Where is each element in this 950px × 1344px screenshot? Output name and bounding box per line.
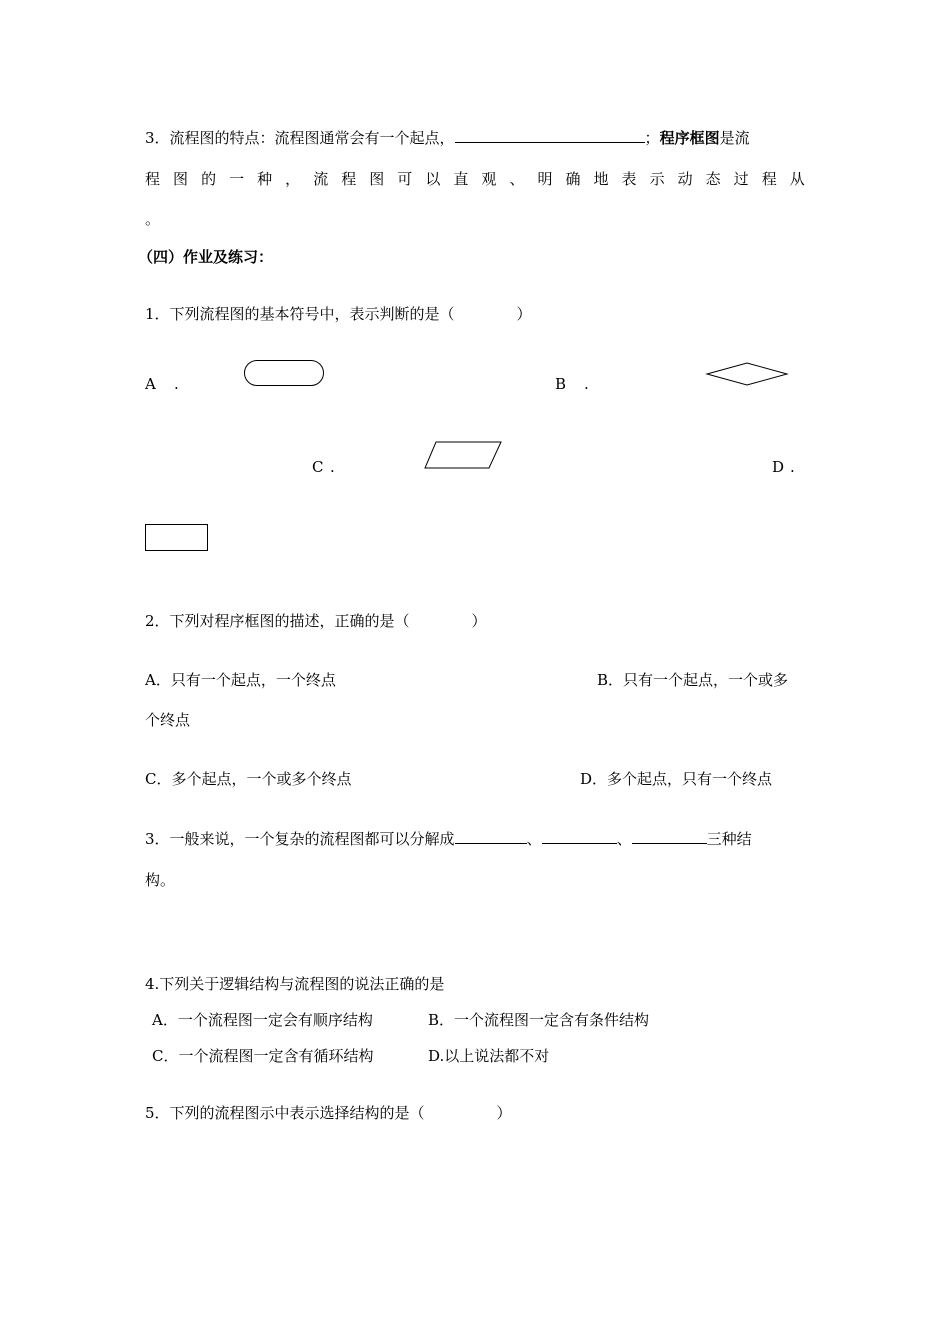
sec3-line2-char: 一	[229, 170, 245, 188]
q5-close: ）	[496, 1104, 512, 1122]
sec3-line2-char: 程	[145, 170, 161, 188]
q3-blank-3[interactable]	[632, 829, 707, 844]
q5-stem: 5．下列的流程图示中表示选择结构的是（	[145, 1104, 425, 1122]
q4-option-b: B．一个流程图一定含有条件结构	[428, 1011, 650, 1029]
sec3-line2-char: 过	[733, 170, 749, 188]
sec3-line2-char: 动	[677, 170, 693, 188]
q3-stem: 3．一般来说，一个复杂的流程图都可以分解成	[145, 830, 455, 848]
q4-option-a: A．一个流程图一定会有顺序结构	[152, 1011, 373, 1029]
q4-option-c: C．一个流程图一定含有循环结构	[152, 1047, 374, 1065]
sec3-line2-char: 种	[257, 170, 273, 188]
q2-close: ）	[471, 612, 487, 630]
q3-suffix: 三种结	[706, 830, 752, 848]
q1-close: ）	[516, 305, 532, 323]
sec3-line2-char: 程	[761, 170, 777, 188]
sec3-line2-char: 的	[201, 170, 217, 188]
process-symbol-icon	[145, 524, 208, 551]
sec3-line2-char: 图	[173, 170, 189, 188]
q3-blank-2[interactable]	[542, 829, 617, 844]
q1-label-b: B	[555, 375, 567, 393]
sec3-line2-char: 确	[565, 170, 581, 188]
q3-sep-2: 、	[616, 830, 632, 848]
sec3-line2-char: 表	[621, 170, 637, 188]
sec3-line2-char: 从	[789, 170, 805, 188]
q4-option-d: D.以上说法都不对	[428, 1047, 550, 1065]
sec3-line2-char: 图	[369, 170, 385, 188]
q1-label-d: D	[772, 458, 785, 476]
homework-heading: （四）作业及练习：	[138, 248, 274, 266]
q3-line1	[145, 829, 752, 848]
q2-option-a: A．只有一个起点，一个终点	[145, 671, 336, 689]
q1-label-a-dot: .	[174, 375, 179, 393]
q3-line2: 构。	[145, 871, 176, 889]
sec3-line1-prefix: 3．流程图的特点：流程图通常会有一个起点，	[145, 129, 455, 147]
q1-stem-line	[145, 305, 532, 323]
sec3-line3: 。	[145, 210, 161, 228]
terminal-symbol-icon	[244, 360, 324, 386]
q2-option-b: B．只有一个起点，一个或多	[597, 671, 789, 689]
sec3-line2-char: 、	[509, 170, 525, 188]
sec3-line2-char: 地	[593, 170, 609, 188]
q1-label-a: A	[145, 375, 156, 393]
sec3-line2-char: 以	[425, 170, 441, 188]
q2-stem-line	[145, 612, 487, 630]
sec3-line2-char: ，	[285, 170, 301, 188]
sec3-line2-char: 态	[705, 170, 721, 188]
sec3-line2	[145, 170, 805, 188]
q5-stem-line	[145, 1104, 512, 1122]
sec3-bold-term: 程序框图	[659, 129, 720, 147]
sec3-line2-char: 示	[649, 170, 665, 188]
q2-option-c: C．多个起点，一个或多个终点	[145, 770, 352, 788]
q2-option-d: D．多个起点，只有一个终点	[580, 770, 773, 788]
q1-stem: 1．下列流程图的基本符号中，表示判断的是（	[145, 305, 455, 323]
q1-label-c: C	[312, 458, 324, 476]
q1-label-b-dot: .	[584, 375, 589, 393]
sec3-line2-char: 流	[313, 170, 329, 188]
q1-label-c-dot: .	[330, 458, 335, 476]
q2-option-b-cont: 个终点	[145, 711, 191, 729]
sec3-line2-char: 直	[453, 170, 469, 188]
q2-stem: 2．下列对程序框图的描述，正确的是（	[145, 612, 410, 630]
io-symbol-icon	[424, 441, 502, 469]
sec3-line2-char: 可	[397, 170, 413, 188]
sec3-line1-sep: ；	[644, 129, 660, 147]
sec3-blank[interactable]	[455, 128, 645, 143]
sec3-line1	[145, 128, 750, 147]
sec3-line1-suffix: 是流	[719, 129, 750, 147]
sec3-line2-char: 明	[537, 170, 553, 188]
sec3-line2-char: 程	[341, 170, 357, 188]
q3-sep-1: 、	[526, 830, 542, 848]
decision-symbol-icon	[706, 362, 788, 386]
q3-blank-1[interactable]	[455, 829, 527, 844]
sec3-line2-char: 观	[481, 170, 497, 188]
q4-stem: 4.下列关于逻辑结构与流程图的说法正确的是	[145, 975, 445, 993]
q1-label-d-dot: .	[790, 458, 795, 476]
